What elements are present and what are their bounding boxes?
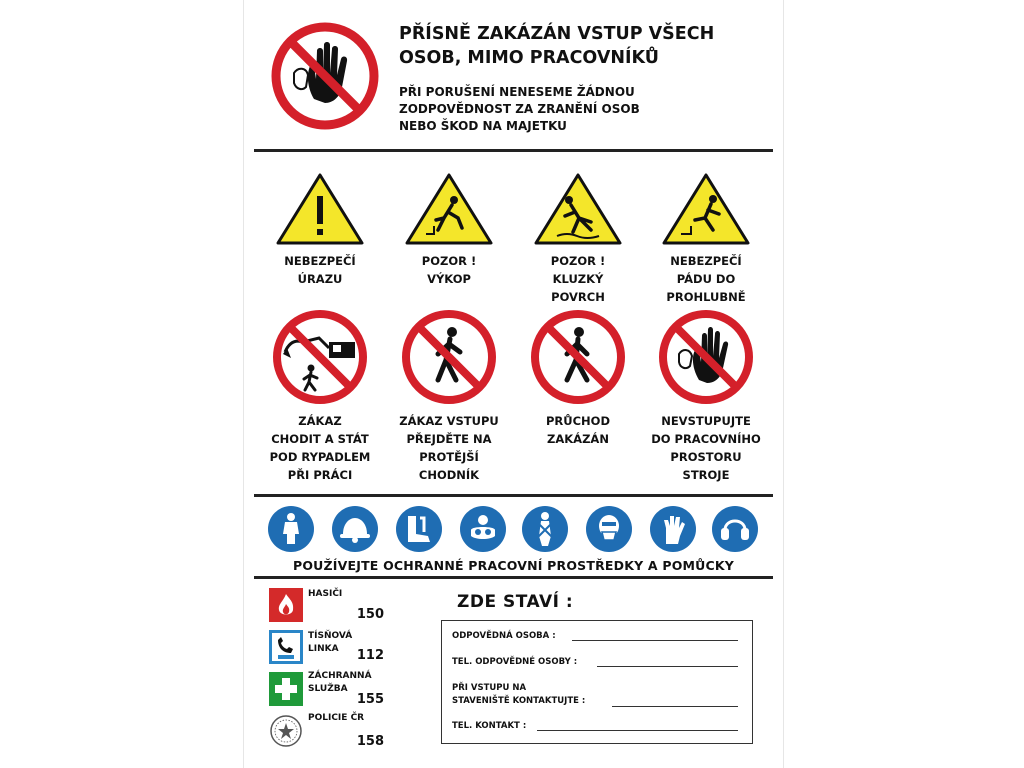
- ear-protection-icon: [712, 506, 758, 552]
- disclaimer-line-1: PŘI PORUŠENÍ NENESEME ŽÁDNOU: [399, 85, 635, 99]
- responsible-person-field: [572, 640, 738, 641]
- prohibition-sign-no-entry: [385, 308, 513, 484]
- warning-label-3c: POVRCH: [551, 290, 605, 304]
- responsible-phone-field: [597, 666, 738, 667]
- no-standing-under-excavator-icon: [271, 308, 369, 406]
- disclaimer-line-3: NEBO ŠKOD NA MAJETKU: [399, 119, 567, 133]
- contact-on-entry-field: [612, 706, 738, 707]
- contact-phone-field: [537, 730, 738, 731]
- warning-sign-slippery: [514, 172, 642, 306]
- main-warning-title: [399, 22, 779, 70]
- excavation-fall-icon: [404, 172, 494, 246]
- prohibition-label-4c: PROSTORU: [670, 450, 742, 464]
- fire-service-label: [308, 588, 342, 601]
- gloves-icon: [650, 506, 696, 552]
- slippery-surface-icon: [533, 172, 623, 246]
- divider: [254, 576, 773, 579]
- police-badge-icon: [269, 714, 303, 748]
- warning-label-2b: VÝKOP: [427, 272, 471, 286]
- prohibition-label-2a: ZÁKAZ VSTUPU: [399, 414, 499, 428]
- no-passage-icon: [529, 308, 627, 406]
- ppe-caption: POUŽÍVEJTE OCHRANNÉ PRACOVNÍ PROSTŘEDKY A POMŮCKY: [292, 558, 735, 573]
- prohibition-label-1a: ZÁKAZ: [298, 414, 342, 428]
- title-line-1: PŘÍSNĚ ZAKÁZÁN VSTUP VŠECH: [399, 24, 715, 44]
- warning-sign-injury: [256, 172, 384, 288]
- ambulance-number: 155: [356, 692, 384, 707]
- warning-sign-pit-fall: [642, 172, 770, 306]
- prohibition-label-2b: PŘEJDĚTE NA: [406, 432, 492, 446]
- prohibition-label-2c: PROTĚJŠÍ: [419, 450, 479, 464]
- police-number: 158: [356, 734, 384, 749]
- prohibition-sign-excavator: [256, 308, 384, 484]
- fall-into-pit-icon: [661, 172, 751, 246]
- prohibition-label-1d: PŘI PRÁCI: [287, 468, 353, 482]
- liability-disclaimer: [399, 84, 779, 135]
- exclamation-icon: [275, 172, 365, 246]
- police-label: [308, 712, 364, 725]
- prohibition-sign-machine-area: [642, 308, 770, 484]
- ambulance-label-line-1: ZÁCHRANNÁ: [308, 671, 372, 681]
- no-entry-hand-icon: [657, 308, 755, 406]
- fire-service-number: 150: [356, 607, 384, 622]
- title-line-2: OSOB, MIMO PRACOVNÍKŮ: [399, 48, 660, 68]
- disclaimer-line-2: ZODPOVĚDNOST ZA ZRANĚNÍ OSOB: [399, 102, 640, 116]
- prohibition-label-4b: DO PRACOVNÍHO: [651, 432, 761, 446]
- warning-label-4b: PÁDU DO: [676, 272, 736, 286]
- prohibition-label-1b: CHODIT A STÁT: [271, 432, 369, 446]
- prohibition-label-3a: PRŮCHOD: [545, 414, 610, 428]
- responsible-phone-label: TEL. ODPOVĚDNÉ OSOBY :: [452, 657, 578, 667]
- contact-phone-label: TEL. KONTAKT :: [452, 721, 527, 731]
- warning-label-4c: PROHLUBNĚ: [666, 290, 746, 304]
- warning-label-1a: NEBEZPEČÍ: [284, 254, 356, 268]
- ambulance-label-line-2: SLUŽBA: [308, 684, 348, 694]
- emergency-label-line-1: TÍSŇOVÁ: [308, 631, 353, 641]
- safety-harness-icon: [522, 506, 568, 552]
- contact-label-line-1: PŘI VSTUPU NA: [452, 683, 527, 693]
- contact-label-line-2: STAVENIŠTĚ KONTAKTUJTE :: [452, 696, 586, 706]
- contact-on-entry-label: [452, 682, 585, 708]
- police-label-text: POLICIE ČR: [308, 713, 365, 723]
- responsible-person-label: ODPOVĚDNÁ OSOBA :: [452, 631, 556, 641]
- warning-sign-excavation: [385, 172, 513, 288]
- prohibition-label-4d: STROJE: [682, 468, 730, 482]
- builder-title: ZDE STAVÍ :: [457, 592, 574, 612]
- warning-label-4a: NEBEZPEČÍ: [670, 254, 742, 268]
- prohibition-label-2d: CHODNÍK: [418, 468, 480, 482]
- medical-cross-icon: [269, 672, 303, 706]
- divider: [254, 149, 773, 152]
- fire-icon: [269, 588, 303, 622]
- sos-phone-icon: [269, 630, 303, 664]
- builder-info-form: [441, 620, 753, 744]
- emergency-label-line-2: LINKA: [308, 644, 339, 654]
- safety-boots-icon: [396, 506, 442, 552]
- warning-label-3b: KLUZKÝ: [552, 272, 604, 286]
- safety-sign-board: [243, 0, 784, 768]
- face-mask-icon: [586, 506, 632, 552]
- warning-label-1b: ÚRAZU: [297, 272, 343, 286]
- goggles-icon: [460, 506, 506, 552]
- fire-label-text: HASIČI: [308, 589, 343, 599]
- prohibition-sign-passage: [514, 308, 642, 448]
- no-entry-hand-icon: [270, 21, 380, 131]
- warning-label-3a: POZOR !: [550, 254, 606, 268]
- divider: [254, 494, 773, 497]
- protective-clothing-icon: [268, 506, 314, 552]
- prohibition-label-4a: NEVSTUPUJTE: [661, 414, 751, 428]
- warning-label-2a: POZOR !: [421, 254, 477, 268]
- helmet-icon: [332, 506, 378, 552]
- prohibition-label-1c: POD RYPADLEM: [269, 450, 371, 464]
- prohibition-label-3b: ZAKÁZÁN: [547, 432, 609, 446]
- no-entry-pedestrian-icon: [400, 308, 498, 406]
- emergency-line-number: 112: [356, 648, 384, 663]
